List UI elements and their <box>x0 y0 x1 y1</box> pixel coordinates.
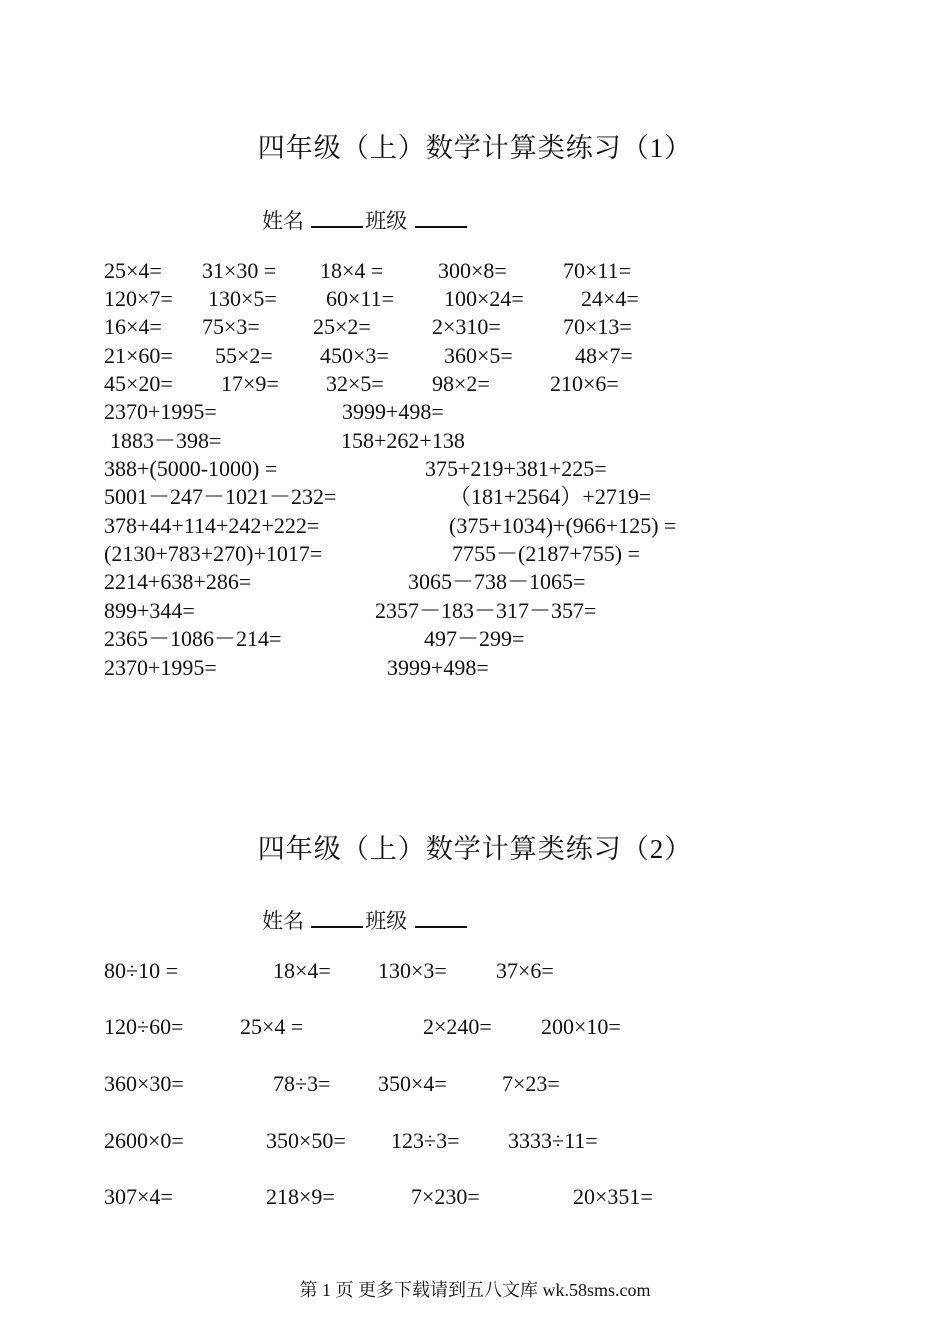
problem: 31×30 = <box>202 258 277 283</box>
problem: 123÷3= <box>391 1128 460 1153</box>
problem: 218×9= <box>266 1184 335 1209</box>
problem: 70×13= <box>563 314 632 339</box>
problem: 1883－398= <box>110 428 222 453</box>
class-label: 班级 <box>365 209 408 233</box>
problem: 899+344= <box>104 598 195 623</box>
problem: 80÷10 = <box>104 958 178 983</box>
problem: 78÷3= <box>273 1071 331 1096</box>
problem: 24×4= <box>581 286 639 311</box>
problem: 3999+498= <box>342 399 444 424</box>
problem: 375+219+381+225= <box>425 456 607 481</box>
problem: 98×2= <box>432 371 490 396</box>
name-label: 姓名 <box>262 209 304 233</box>
name-blank <box>311 909 363 928</box>
problem: 45×20= <box>104 371 173 396</box>
problem: （181+2564）+2719= <box>449 484 652 509</box>
problem: 350×50= <box>266 1128 346 1153</box>
problem: 70×11= <box>563 258 631 283</box>
problem: 2600×0= <box>104 1128 184 1153</box>
problem: 25×2= <box>313 314 371 339</box>
problem: 25×4= <box>104 258 162 283</box>
problem: 2370+1995= <box>104 655 217 680</box>
problem: 48×7= <box>575 343 633 368</box>
problem: 7755－(2187+755) = <box>452 541 640 566</box>
problem: 2214+638+286= <box>104 569 252 594</box>
problem: 20×351= <box>573 1184 653 1209</box>
problem: 55×2= <box>215 343 273 368</box>
problem: 3333÷11= <box>508 1128 598 1153</box>
section2-title: 四年级（上）数学计算类练习（2） <box>257 834 693 864</box>
section1-title: 四年级（上）数学计算类练习（1） <box>257 133 693 163</box>
problem: 450×3= <box>320 343 389 368</box>
class-label: 班级 <box>365 909 408 933</box>
problem: 120÷60= <box>104 1014 184 1039</box>
problem: 60×11= <box>326 286 394 311</box>
problem: 32×5= <box>326 371 384 396</box>
section1-name-class-line <box>262 205 469 235</box>
problem: 120×7= <box>104 286 173 311</box>
problem: 350×4= <box>378 1071 447 1096</box>
problem: 7×230= <box>411 1184 480 1209</box>
problem: 3999+498= <box>387 655 489 680</box>
class-blank <box>415 909 467 928</box>
problem: 200×10= <box>541 1014 621 1039</box>
problem: 360×30= <box>104 1071 184 1096</box>
problem: 378+44+114+242+222= <box>104 513 320 538</box>
problem: 2370+1995= <box>104 399 217 424</box>
problem: 2×310= <box>432 314 501 339</box>
class-blank <box>415 209 467 228</box>
problem: 497－299= <box>424 626 525 651</box>
section2-name-class-line <box>262 905 469 935</box>
name-label: 姓名 <box>262 909 304 933</box>
problem: 360×5= <box>444 343 513 368</box>
problem: 5001－247－1021－232= <box>104 484 337 509</box>
problem: 21×60= <box>104 343 173 368</box>
problem: 3065－738－1065= <box>408 569 586 594</box>
problem: 75×3= <box>202 314 260 339</box>
name-blank <box>311 209 363 228</box>
problem: 130×3= <box>378 958 447 983</box>
problem: 37×6= <box>496 958 554 983</box>
page-footer: 第 1 页 更多下载请到五八文库 wk.58sms.com <box>299 1280 651 1300</box>
problem: 130×5= <box>208 286 277 311</box>
problem: 388+(5000-1000) = <box>104 456 278 481</box>
problem: 158+262+138 <box>341 428 465 453</box>
problem: 210×6= <box>550 371 619 396</box>
problem: 25×4 = <box>240 1014 304 1039</box>
problem: 100×24= <box>444 286 524 311</box>
problem: 307×4= <box>104 1184 173 1209</box>
problem: 7×23= <box>502 1071 560 1096</box>
problem: 17×9= <box>221 371 279 396</box>
problem: 2357－183－317－357= <box>375 598 597 623</box>
problem: 2×240= <box>423 1014 492 1039</box>
problem: (2130+783+270)+1017= <box>104 541 323 566</box>
problem: 18×4= <box>273 958 331 983</box>
problem: 300×8= <box>438 258 507 283</box>
problem: 16×4= <box>104 314 162 339</box>
problem: 2365－1086－214= <box>104 626 282 651</box>
problem: 18×4 = <box>320 258 384 283</box>
problem: (375+1034)+(966+125) = <box>449 513 677 538</box>
